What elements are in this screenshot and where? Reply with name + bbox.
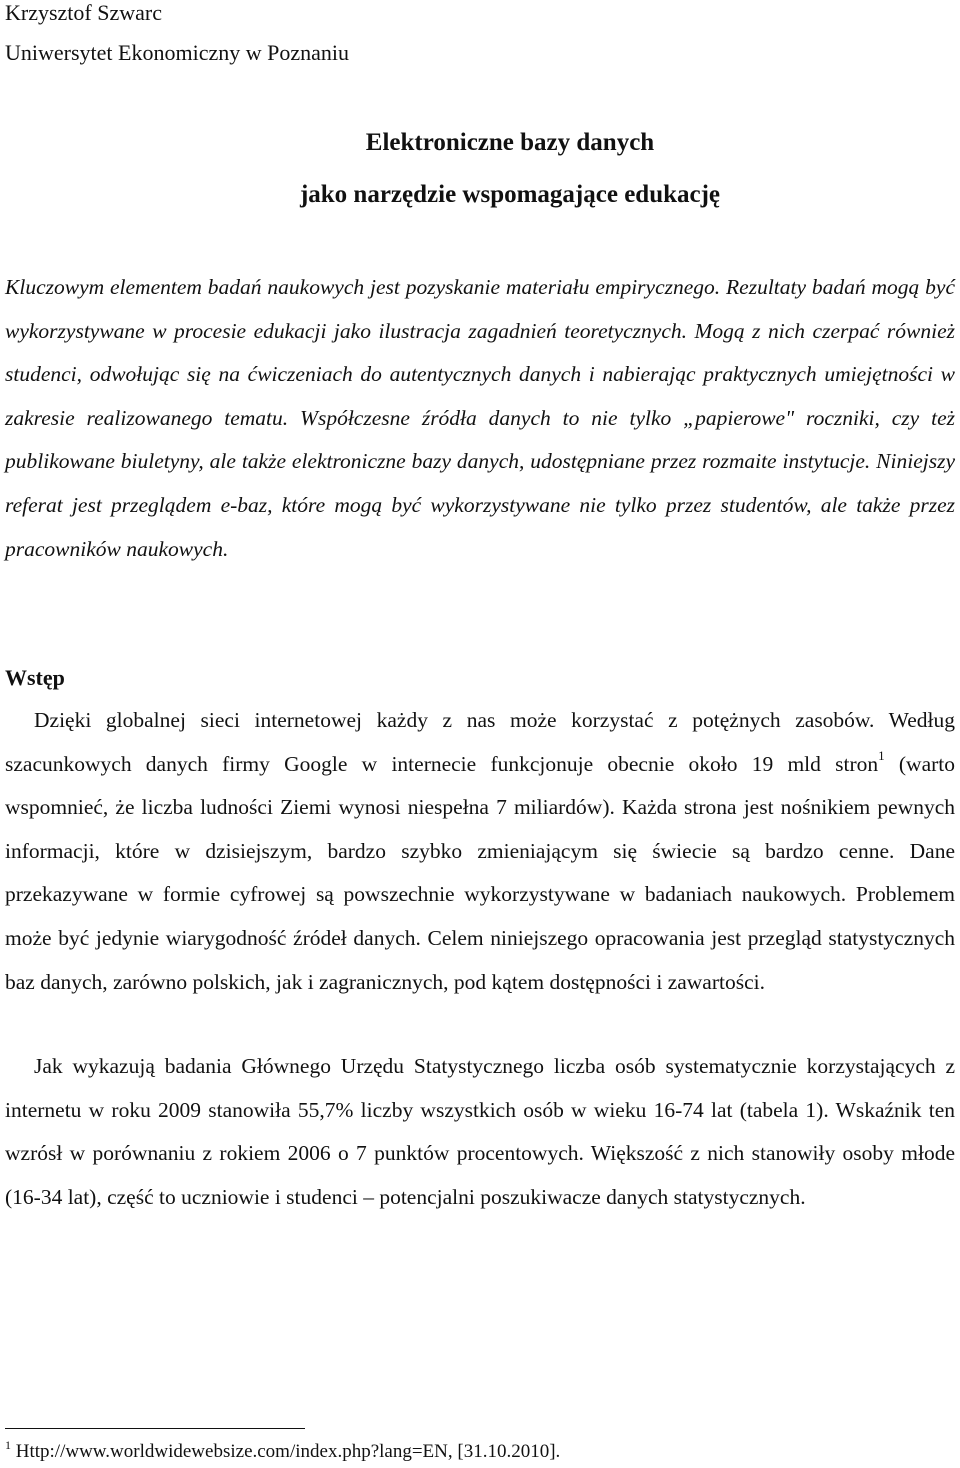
abstract: Kluczowym elementem badań naukowych jest pozyskanie materiału empirycznego. Rezultaty badań mogą być wykorzystywane w procesie edukacji jako ilustracja zagadnień teoretycznych. Mogą z nich czerpać również studenci, odwołując się na ćwiczeniach do autentycznych danych i nabierając praktycznych umiejętności w zakresie realizowanego tematu. Współczesne źródła danych to nie tylko „papierowe" roczniki, czy też publikowane biuletyny, ale także elektroniczne bazy danych, udostępniane przez rozmaite instytucje. Niniejszy referat jest przeglądem e-baz, które mogą być wykorzystywane nie tylko przez studentów, ale także przez pracowników naukowych. (5, 275, 955, 561)
footnote-text: Http://www.worldwidewebsize.com/index.php?lang=EN, [31.10.2010]. (11, 1441, 561, 1462)
footnote-divider (5, 1428, 305, 1429)
body-paragraph-1 (5, 699, 955, 1004)
footnote-reference: 1 (878, 747, 885, 763)
body-paragraph-2: Jak wykazują badania Głównego Urzędu Statystycznego liczba osób systematycznie korzystających z internetu w roku 2009 stanowiła 55,7% liczby wszystkich osób w wieku 16-74 lat (tabela 1). Wskaźnik ten wzrósł w porównaniu z rokiem 2006 o 7 punktów procentowych. Większość z nich stanowiły osoby młode (16-34 lat), część to uczniowie i studenci – potencjalni poszukiwacze danych statystycznych. (5, 1054, 955, 1209)
paper-title-line-1: Elektroniczne bazy danych (365, 129, 655, 156)
author-name: Krzysztof Szwarc (5, 0, 162, 25)
author-affiliation: Uniwersytet Ekonomiczny w Poznaniu (5, 40, 349, 65)
footnote (5, 1440, 560, 1464)
paragraph-text: (warto wspomnieć, że liczba ludności Ziemi wynosi niespełna 7 miliardów). Każda strona jest nośnikiem pewnych informacji, które w dzisiejszym, bardzo szybko zmieniającym się świecie są bardzo cenne. Dane przekazywane w formie cyfrowej są powszechnie wykorzystywane w badaniach naukowych. Problemem może być jedynie wiarygodność źródeł danych. Celem niniejszego opracowania jest przegląd statystycznych baz danych, zarówno polskich, jak i zagranicznych, pod kątem dostępności i zawartości. (5, 751, 955, 994)
paragraph-text: Dzięki globalnej sieci internetowej każdy z nas może korzystać z potężnych zasobów. Według szacunkowych danych firmy Google w internecie funkcjonuje obecnie około 19 mld stron (5, 708, 955, 776)
section-heading: Wstęp (5, 665, 65, 690)
paper-title-line-2: jako narzędzie wspomagające edukację (299, 181, 721, 208)
footnote-number: 1 (5, 1438, 11, 1452)
